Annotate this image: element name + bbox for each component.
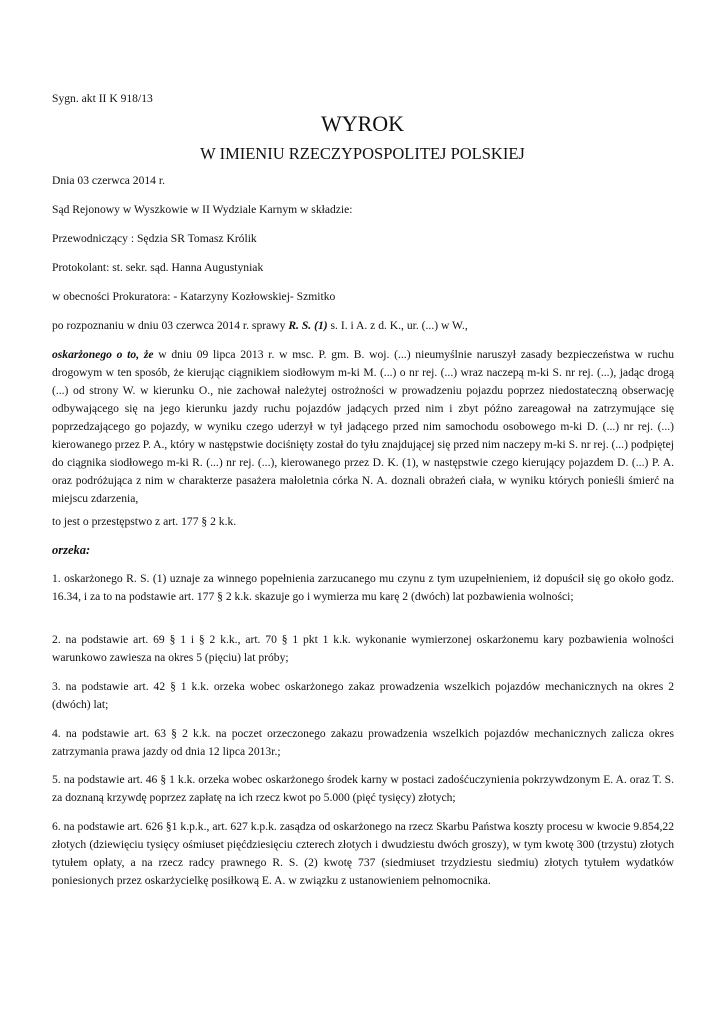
court-composition: Sąd Rejonowy w Wyszkowie w II Wydziale Karnym w składzie: [52,203,353,216]
ruling-item: 4. na podstawie art. 63 § 2 k.k. na poczet orzeczonego zakazu prowadzenia wszelkich pojazdów mechanicznych zalicza okres zatrzymania prawa jazdy od dnia 12 lipca 2013r.; [52,727,674,758]
presiding-judge: Przewodniczący : Sędzia SR Tomasz Królik [52,232,257,245]
prosecutor: w obecności Prokuratora: - Katarzyny Kozłowskiej- Szmitko [52,290,336,303]
accusation-text: w dniu 09 lipca 2013 r. w msc. P. gm. B. woj. (...) nieumyślnie naruszył zasady bezpieczeństwa w ruchu drogowym w ten sposób, że kierując ciągnikiem siodłowym m-ki M. (...) o nr rej. (...) wraz naczepą m-ki S. nr rej. (...), jadąc drogą (...) od strony W. w kierunku O., nie zachował należytej ostrożności w prowadzeniu pojazdu poprzez niedostateczną obserwację odbywającego się na jego kierunku jazdy ruchu pojazdów jadących przed nim i zbyt późno zareagował na zatrzymujące się poprzedzającego go pojazdy, w wyniku czego uderzył w tył jadącego przed nim samochodu osobowego m-ki D. (...) nr rej. (...) kierowanego przez P. A., który w następstwie dociśnięty został do tyłu znajdującej się przed nim naczepy m-ki S. nr rej. (...) podpiętej do ciągnika siodłowego m-ki R. (...) nr rej. (...), kierowanego przez D. K. (1), w następstwie czego kierujący pojazdem D. (...) P. A. oraz podróżująca z nim w charakterze pasażera małoletnia córka N. A. doznali obrażeń ciała, w wyniku których ponieśli śmierć na miejscu zdarzenia, [52,348,674,505]
recorder: Protokolant: st. sekr. sąd. Hanna Augustyniak [52,261,264,274]
ruling-item: 2. na podstawie art. 69 § 1 i § 2 k.k., art. 70 § 1 pkt 1 k.k. wykonanie wymierzonej oskarżonemu kary pozbawienia wolności warunkowo zawiesza na okres 5 (pięciu) lat próby; [52,633,674,664]
accusation-lead: oskarżonego o to, że [52,348,154,361]
judgment-date: Dnia 03 czerwca 2014 r. [52,174,165,187]
case-number: Sygn. akt II K 918/13 [52,92,153,105]
hearing-prefix: po rozpoznaniu w dniu 03 czerwca 2014 r. sprawy [52,319,286,332]
accusation-paragraph [52,346,674,508]
ruling-item: 3. na podstawie art. 42 § 1 k.k. orzeka wobec oskarżonego zakaz prowadzenia wszelkich pojazdów mechanicznych na okres 2 (dwóch) lat; [52,680,674,711]
ruling-heading: orzeka: [52,543,91,557]
document-title: WYROK [320,111,405,136]
ruling-item: 5. na podstawie art. 46 § 1 k.k. orzeka wobec oskarżonego środek karny w postaci zadośćuczynienia pokrzywdzonym E. A. oraz T. S. za doznaną krzywdę poprzez zapłatę na ich rzecz kwot po 5.000 (pięć tysięcy) złotych; [52,773,674,804]
offence-line: to jest o przestępstwo z art. 177 § 2 k.k. [52,515,237,528]
document-subtitle: W IMIENIU RZECZYPOSPOLITEJ POLSKIEJ [200,144,525,163]
hearing-line [52,317,674,335]
hearing-suffix: s. I. i A. z d. K., ur. (...) w W., [330,319,468,332]
ruling-item: 1. oskarżonego R. S. (1) uznaje za winnego popełnienia zarzucanego mu czynu z tym uzupełnieniem, iż dopuścił się go około godz. 16.34, i za to na podstawie art. 177 § 2 k.k. skazuje go i wymierza mu karę 2 (dwóch) lat pozbawienia wolności; [52,572,674,603]
ruling-item: 6. na podstawie art. 626 §1 k.p.k., art. 627 k.p.k. zasądza od oskarżonego na rzecz Skarbu Państwa koszty procesu w kwocie 9.854,22 złotych (dziewięciu tysięcy ośmiuset pięćdziesięciu czterech złotych i dwudziestu dwóch groszy), w tym kwotę 300 (trzystu) złotych tytułem opłaty, a na rzecz radcy prawnego R. S. (2) kwotę 737 (siedmiuset trzydziestu siedmiu) złotych tytułem wydatków poniesionych przez oskarżycielkę posiłkową E. A. w związku z ustanowieniem pełnomocnika. [52,820,674,887]
defendant-name: R. S. (1) [288,319,328,332]
